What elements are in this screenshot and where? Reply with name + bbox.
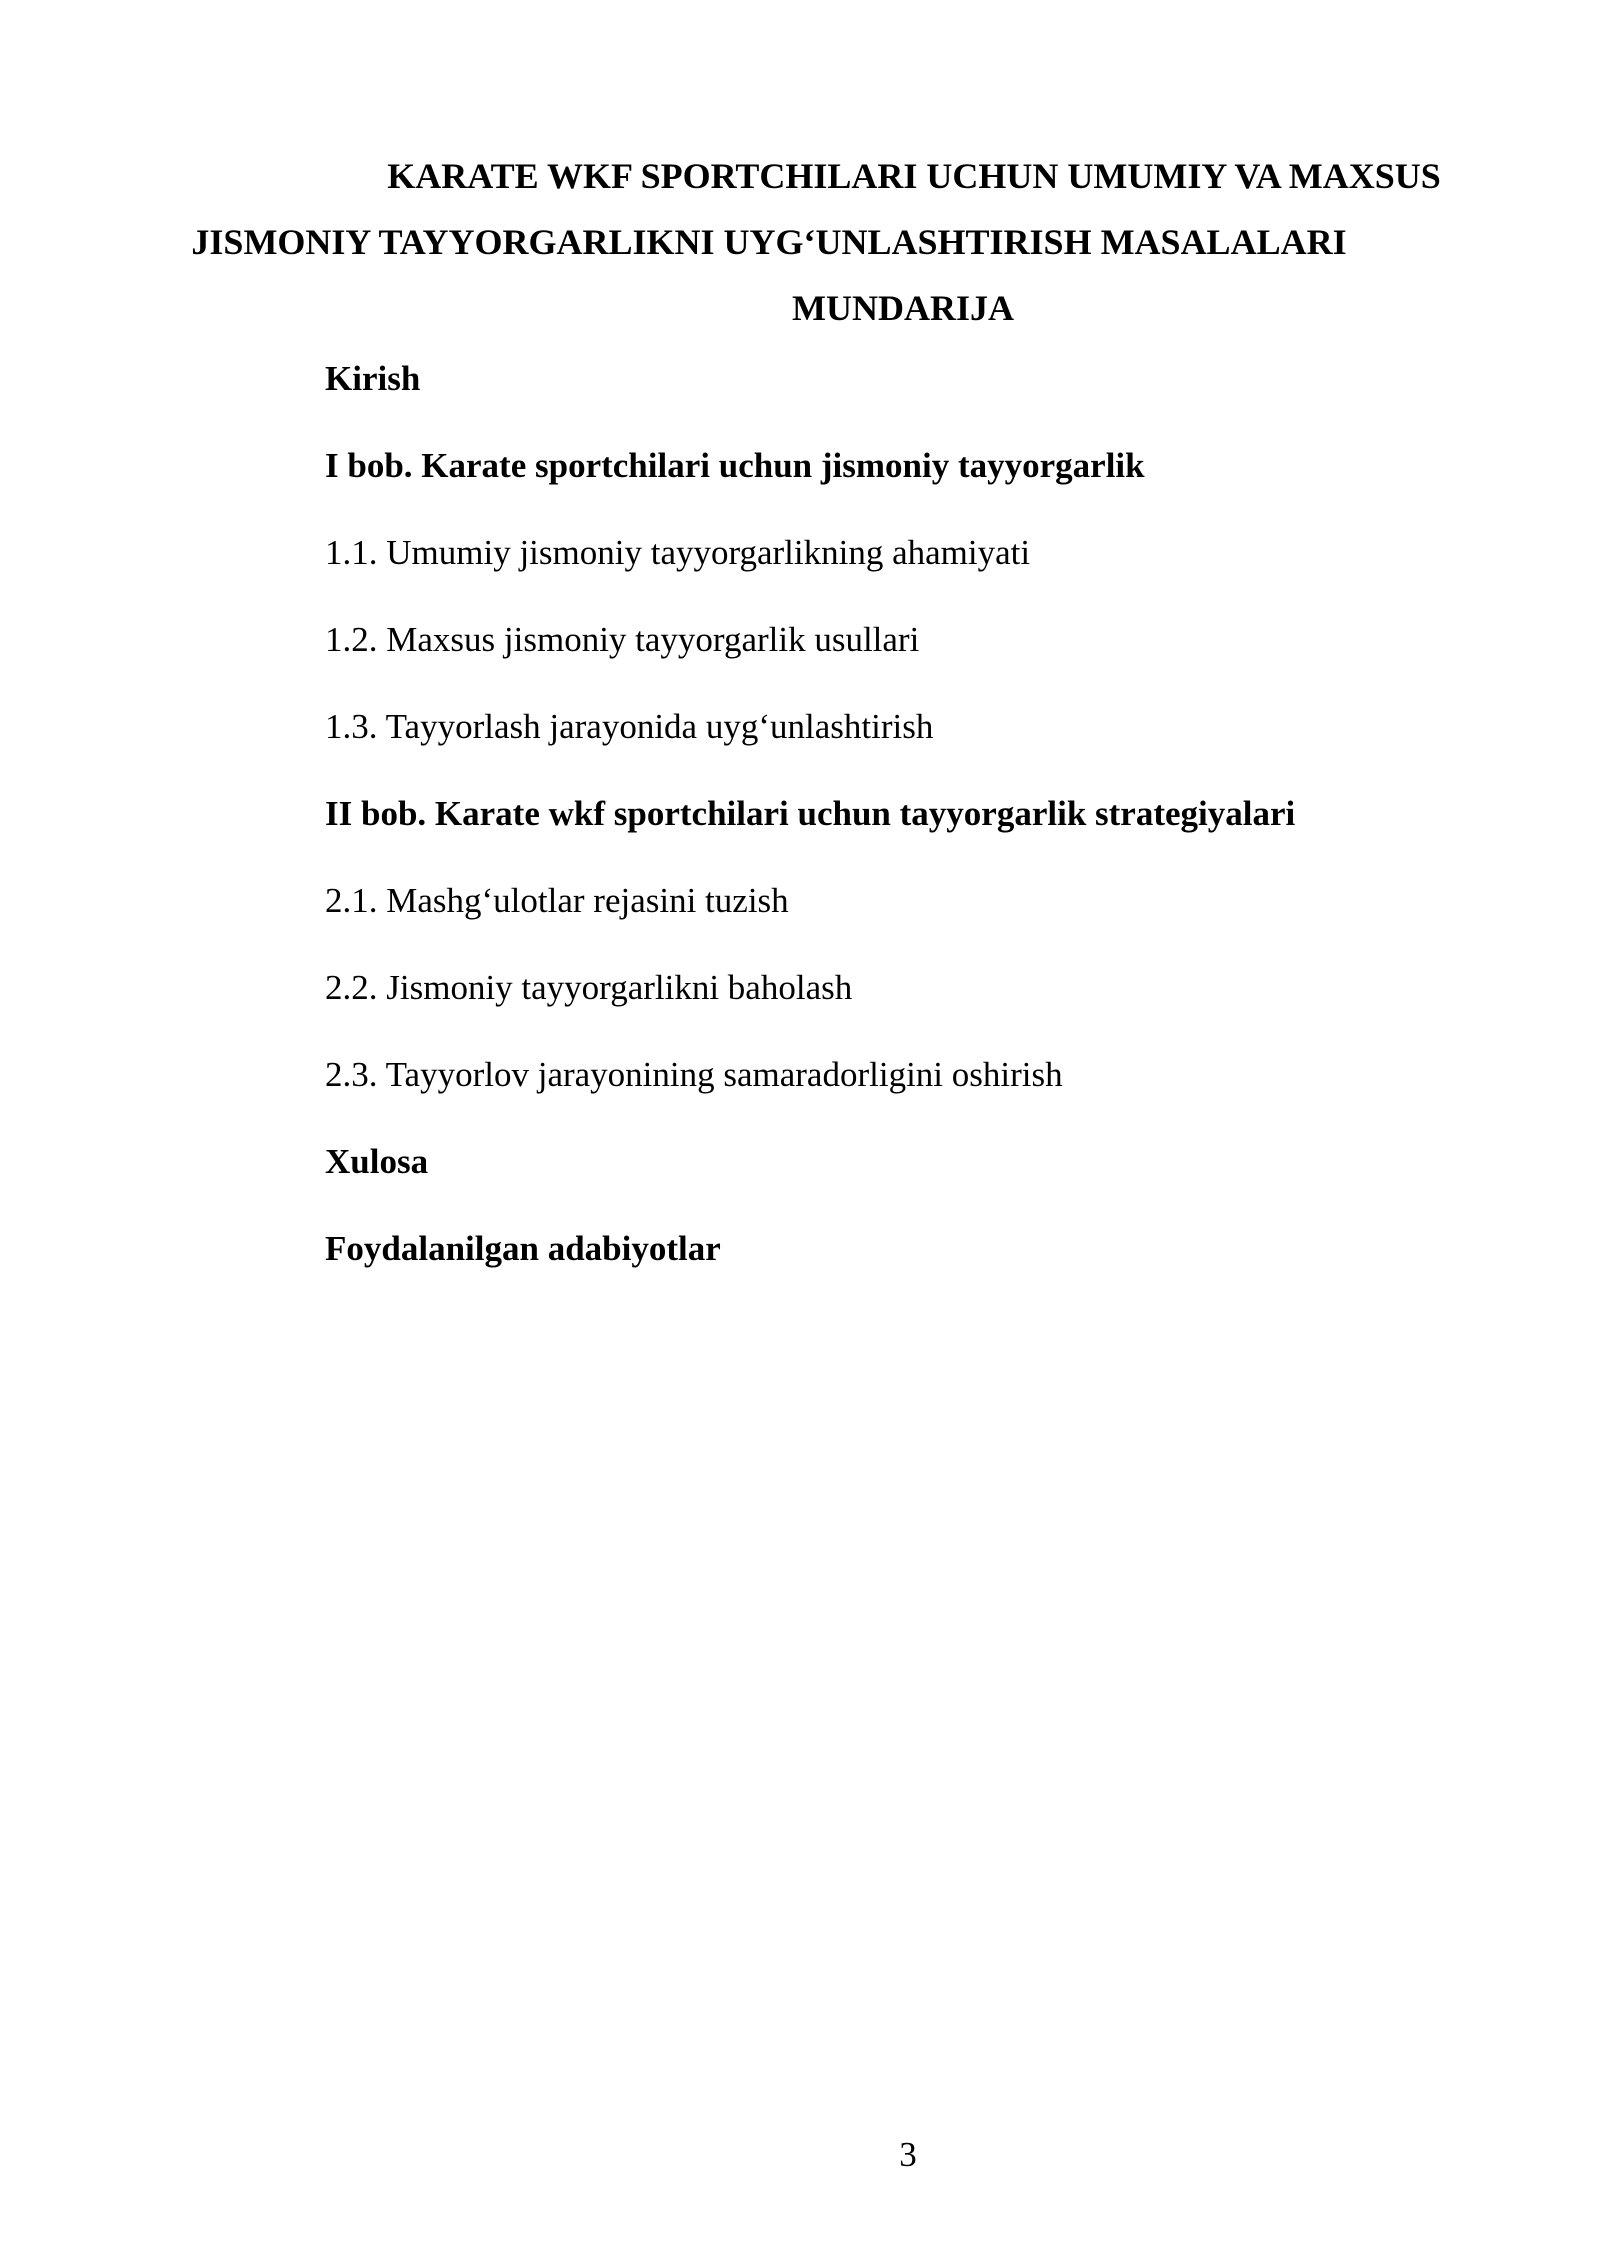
toc-item-chapter-2: II bob. Karate wkf sportchilari uchun tayyorgarlik strategiyalari: [325, 794, 1296, 833]
toc-item-section-2-2: 2.2. Jismoniy tayyorgarlikni baholash: [325, 968, 853, 1007]
toc-item-section-1-2: 1.2. Maxsus jismoniy tayyorgarlik usullari: [325, 620, 920, 659]
contents-heading: MUNDARIJA: [792, 288, 1014, 328]
title-line-1: KARATE WKF SPORTCHILARI UCHUN UMUMIY VA MAXSUS: [387, 156, 1441, 196]
toc-item-chapter-1: I bob. Karate sportchilari uchun jismoniy tayyorgarlik: [325, 446, 1145, 485]
toc-item-section-2-1: 2.1. Mashg‘ulotlar rejasini tuzish: [325, 881, 789, 920]
toc-item-references: Foydalanilgan adabiyotlar: [325, 1229, 721, 1268]
page-number: 3: [899, 2135, 917, 2174]
toc-item-section-1-3: 1.3. Tayyorlash jarayonida uyg‘unlashtirish: [325, 707, 934, 746]
toc-item-intro: Kirish: [325, 359, 421, 398]
table-of-contents: [325, 335, 1295, 1292]
title-line-2: JISMONIY TAYYORGARLIKNI UYG‘UNLASHTIRISH MASALALARI: [191, 222, 1347, 262]
toc-item-section-1-1: 1.1. Umumiy jismoniy tayyorgarlikning ahamiyati: [325, 533, 1031, 572]
toc-item-section-2-3: 2.3. Tayyorlov jarayonining samaradorligini oshirish: [325, 1055, 1063, 1094]
toc-item-conclusion: Xulosa: [325, 1142, 429, 1181]
document-title: [191, 143, 1470, 275]
